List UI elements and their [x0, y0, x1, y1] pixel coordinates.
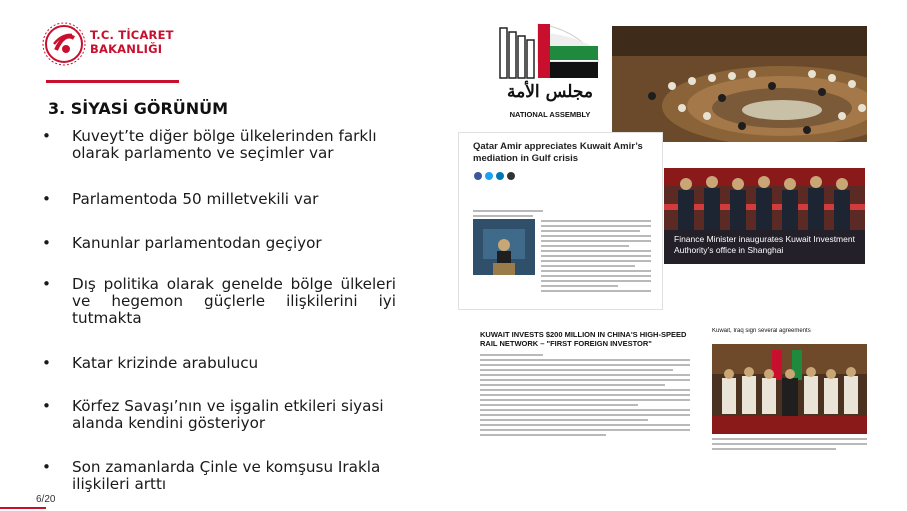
news-clipping-rail [480, 330, 702, 470]
bullet-text: Son zamanlarda Çinle ve komşusu Irakla ilişkileri arttı [72, 458, 381, 493]
clipping-headline: Kuwait, Iraq sign several agreements [712, 328, 811, 334]
bullet-marker: • [42, 275, 51, 293]
bullet-text: Körfez Savaşı’nın ve işgalin etkileri siyasi alanda kendini gösteriyor [72, 397, 384, 432]
assembly-arabic-name: مجلس الأمة [507, 82, 593, 102]
bullet-item [42, 128, 396, 162]
bullet-text: Dış politika olarak genelde bölge ülkeleri ve hegemon güçlerle ilişkilerini iyi tutmakta [72, 275, 396, 327]
bullet-item [42, 276, 396, 327]
page-number: 6/20 [36, 494, 56, 505]
bullet-item [42, 235, 396, 252]
bullet-text: Kanunlar parlamentodan geçiyor [72, 234, 322, 252]
clipping-body-text [712, 438, 867, 450]
clipping-body-text [541, 217, 651, 292]
ministry-name [90, 28, 174, 56]
bullet-marker: • [42, 458, 51, 476]
bullet-item [42, 191, 396, 208]
bullet-marker: • [42, 397, 51, 415]
clipping-headline: Qatar Amir appreciates Kuwait Amir’s mediation in Gulf crisis [473, 141, 643, 164]
clipping-body-text [480, 354, 690, 436]
bullet-text: Parlamentoda 50 milletvekili var [72, 190, 319, 208]
ministry-logo [42, 22, 192, 66]
bullet-item [42, 398, 396, 432]
signing-ceremony-photo [712, 344, 867, 434]
photo-caption: Finance Minister inaugurates Kuwait Investment Authority’s office in Shanghai [674, 234, 855, 255]
header-divider [46, 80, 179, 83]
bullet-marker: • [42, 190, 51, 208]
bullet-marker: • [42, 354, 51, 372]
bullet-marker: • [42, 234, 51, 252]
un-speech-photo [473, 219, 535, 275]
bullet-marker: • [42, 127, 51, 145]
clipping-headline: KUWAIT INVESTS $200 MILLION IN CHINA'S HIGH-SPEED RAIL NETWORK – "FIRST FOREIGN INVESTOR" [480, 330, 687, 348]
footer-divider [0, 507, 46, 509]
clipping-text-block [473, 207, 553, 217]
bullet-item [42, 459, 396, 493]
bullet-text: Katar krizinde arabulucu [72, 354, 259, 372]
national-assembly-logo [494, 18, 604, 122]
ministry-name-line1: T.C. TİCARET [90, 28, 174, 42]
bullet-item [42, 355, 396, 372]
share-buttons-icon [473, 171, 521, 181]
news-photo-shanghai [664, 168, 865, 264]
assembly-label: NATIONAL ASSEMBLY [509, 110, 591, 119]
news-clipping-iraq [712, 328, 867, 474]
assembly-building-icon [494, 18, 604, 122]
slide-title: 3. SİYASİ GÖRÜNÜM [48, 99, 229, 118]
parliament-hall-image [612, 26, 867, 142]
ministry-name-line2: BAKANLIĞI [90, 42, 163, 56]
bullet-text: Kuveyt’te diğer bölge ülkelerinden farklı olarak parlamento ve seçimler var [72, 127, 377, 162]
ministry-emblem-icon [42, 22, 86, 66]
news-clipping-qatar [458, 132, 663, 310]
parliament-hall-photo [612, 26, 867, 142]
